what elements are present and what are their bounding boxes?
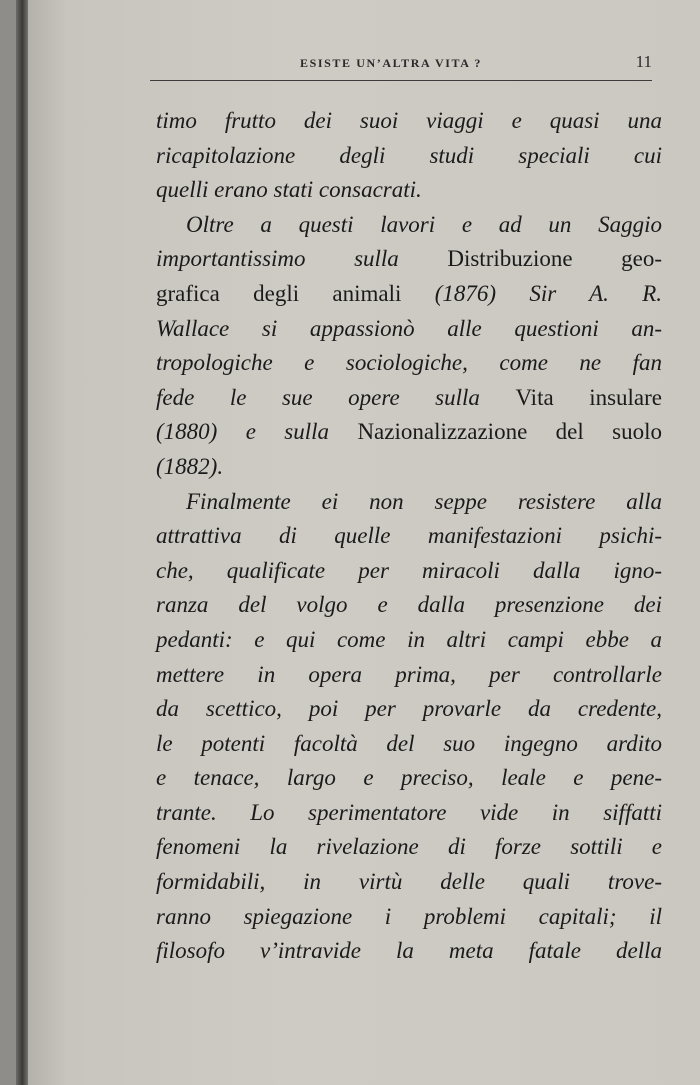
text-line [156,554,662,589]
text-line [156,173,662,208]
text-segment: Distribuzione geo- [447,246,662,272]
text-segment: e tenace, largo e preciso, leale e pene- [156,765,662,791]
text-segment: le potenti facoltà del suo ingegno ardito [156,730,662,756]
text-segment: fede le sue opere sulla [156,384,516,410]
text-segment: attrattiva di quelle manifestazioni psichi- [156,523,662,549]
text-line [156,519,662,554]
text-segment: da scettico, poi per provarle da credente, [156,696,662,722]
text-line [156,692,662,727]
header-rule [150,80,652,81]
text-segment: filosofo v’intravide la meta fatale della [156,938,662,964]
text-line [156,623,662,658]
text-segment: trante. Lo sperimentatore vide in siffatti [156,799,662,825]
page-header [300,52,660,74]
text-segment: ricapitolazione degli studi speciali cui [156,142,662,168]
text-segment: ranza del volgo e dalla presenzione dei [156,592,662,618]
text-line [156,485,662,520]
text-line [156,139,662,174]
text-line [156,208,662,243]
running-title: ESISTE UN’ALTRA VITA ? [300,56,483,70]
text-segment: timo frutto dei suoi viaggi e quasi una [156,108,662,133]
text-line [156,796,662,831]
text-line [156,727,662,762]
text-segment: Finalmente ei non seppe resistere alla [186,488,662,514]
text-line [156,312,662,347]
text-segment: Nazionalizzazione del suolo [357,419,662,445]
text-line [156,658,662,693]
text-segment: che, qualificate per miracoli dalla igno- [156,557,662,583]
text-line [156,450,662,485]
text-segment: fenomeni la rivelazione di forze sottili e [156,834,662,860]
text-line [156,346,662,381]
text-segment: pedanti: e qui come in altri campi ebbe a [156,626,662,652]
text-segment: (1882). [156,453,224,479]
text-segment: (1876) Sir A. R. [434,280,662,306]
text-segment: tropologiche e sociologiche, come ne fan [156,350,662,376]
text-line [156,277,662,312]
text-segment: formidabili, in virtù delle quali trove- [156,869,662,895]
page-number: 11 [635,52,652,71]
text-line [156,761,662,796]
text-line [156,830,662,865]
text-line [156,588,662,623]
text-segment: (1880) e sulla [156,419,358,445]
text-line [156,934,662,969]
body-text [156,104,662,969]
text-line [156,865,662,900]
text-segment: grafica degli animali [156,280,435,306]
text-segment: Wallace si appassionò alle questioni an- [156,315,662,341]
text-segment: ranno spiegazione i problemi capitali; il [156,903,662,929]
text-segment: importantissimo sulla [156,246,448,272]
text-segment: quelli erano stati consacrati. [156,177,422,203]
text-line [156,900,662,935]
text-segment: Vita insulare [515,384,663,410]
text-segment: Oltre a questi lavori e ad un Saggio [186,211,662,237]
text-line [156,242,662,277]
text-line [156,381,662,416]
text-line [156,415,662,450]
text-line [156,104,662,139]
text-segment: mettere in opera prima, per controllarle [156,661,662,687]
